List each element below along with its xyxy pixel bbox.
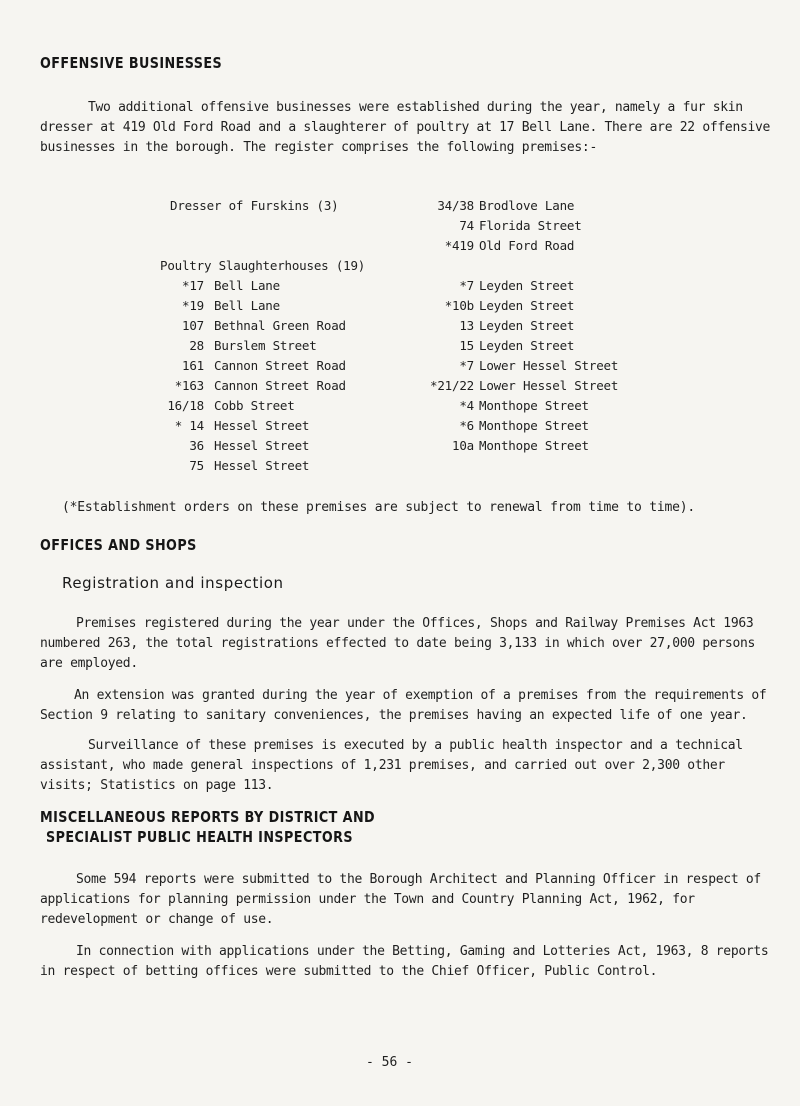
paragraph-line: redevelopment or change of use. <box>40 912 274 927</box>
paragraph-line: assistant, who made general inspections of 1,231 premises, and carried out over 2,300 other <box>40 758 725 773</box>
premises-number: *419 <box>444 238 474 253</box>
premises-street: Monthope Street <box>479 398 589 413</box>
premises-street: Leyden Street <box>479 278 575 293</box>
premises-number: * 14 <box>174 418 204 433</box>
premises-street: Monthope Street <box>479 438 589 453</box>
establishment-orders-note: (*Establishment orders on these premises are subject to renewal from time to time). <box>62 500 696 515</box>
paragraph-line: An extension was granted during the year of exemption of a premises from the requirements of <box>74 688 767 703</box>
paragraph-line: Surveillance of these premises is executed by a public health inspector and a technical <box>88 738 743 753</box>
paragraph-line: applications for planning permission under the Town and Country Planning Act, 1962, for <box>40 892 695 907</box>
premises-street: Cobb Street <box>214 398 295 413</box>
paragraph-line: are employed. <box>40 656 138 671</box>
page-number: - 56 - <box>366 1055 413 1070</box>
premises-street: Brodlove Lane <box>479 198 575 213</box>
premises-street: Burslem Street <box>214 338 317 353</box>
premises-number: 75 <box>189 458 204 473</box>
premises-street: Hessel Street <box>214 458 310 473</box>
premises-street: Lower Hessel Street <box>479 378 619 393</box>
premises-number: 16/18 <box>167 398 204 413</box>
subheading-registration-inspection: Registration and inspection <box>62 574 284 592</box>
section-heading-miscellaneous-line2: SPECIALIST PUBLIC HEALTH INSPECTORS <box>46 828 353 846</box>
offensive-intro-paragraph <box>40 98 772 158</box>
offices-surveillance-paragraph <box>40 736 772 796</box>
premises-number: *21/22 <box>430 378 474 393</box>
premises-number: 10a <box>452 438 474 453</box>
premises-number: *17 <box>182 278 204 293</box>
premises-street: Hessel Street <box>214 418 310 433</box>
group-label-furskins: Dresser of Furskins (3) <box>170 198 339 213</box>
premises-number: *7 <box>459 358 474 373</box>
premises-street: Bethnal Green Road <box>214 318 346 333</box>
premises-street: Leyden Street <box>479 298 575 313</box>
paragraph-line: businesses in the borough. The register comprises the following premises:- <box>40 140 597 155</box>
premises-street: Bell Lane <box>214 298 280 313</box>
paragraph-line: visits; Statistics on page 113. <box>40 778 274 793</box>
paragraph-line: in respect of betting offices were submitted to the Chief Officer, Public Control. <box>40 964 658 979</box>
premises-street: Old Ford Road <box>479 238 575 253</box>
paragraph-line: Section 9 relating to sanitary conveniences, the premises having an expected life of one year. <box>40 708 748 723</box>
premises-number: *4 <box>459 398 474 413</box>
premises-street: Leyden Street <box>479 338 575 353</box>
premises-street: Cannon Street Road <box>214 358 346 373</box>
premises-number: 36 <box>189 438 204 453</box>
premises-number: 13 <box>459 318 474 333</box>
misc-planning-paragraph <box>40 870 772 930</box>
group-label-poultry: Poultry Slaughterhouses (19) <box>160 258 366 273</box>
section-heading-offices-and-shops: OFFICES AND SHOPS <box>40 536 197 554</box>
premises-number: 161 <box>182 358 204 373</box>
premises-street: Cannon Street Road <box>214 378 346 393</box>
paragraph-line: Two additional offensive businesses were established during the year, namely a fur skin <box>88 100 743 115</box>
premises-number: 74 <box>459 218 474 233</box>
premises-street: Hessel Street <box>214 438 310 453</box>
premises-number: 15 <box>459 338 474 353</box>
premises-number: 28 <box>189 338 204 353</box>
paragraph-line: Premises registered during the year under the Offices, Shops and Railway Premises Act 1963 <box>76 616 754 631</box>
section-heading-offensive-businesses: OFFENSIVE BUSINESSES <box>40 54 223 72</box>
premises-number: *6 <box>459 418 474 433</box>
offices-registration-paragraph <box>40 614 772 674</box>
premises-number: 107 <box>182 318 204 333</box>
paragraph-line: In connection with applications under the Betting, Gaming and Lotteries Act, 1963, 8 reports <box>76 944 769 959</box>
premises-number: *10b <box>444 298 474 313</box>
offices-exemption-paragraph <box>40 686 772 726</box>
premises-number: 34/38 <box>437 198 474 213</box>
premises-street: Bell Lane <box>214 278 280 293</box>
paragraph-line: Some 594 reports were submitted to the Borough Architect and Planning Officer in respect of <box>76 872 761 887</box>
paragraph-line: dresser at 419 Old Ford Road and a slaughterer of poultry at 17 Bell Lane. There are 22 offensive <box>40 120 771 135</box>
premises-street: Florida Street <box>479 218 582 233</box>
premises-number: *7 <box>459 278 474 293</box>
premises-number: *19 <box>182 298 204 313</box>
premises-street: Leyden Street <box>479 318 575 333</box>
premises-number: *163 <box>174 378 204 393</box>
section-heading-miscellaneous-line1: MISCELLANEOUS REPORTS BY DISTRICT AND <box>40 808 376 826</box>
premises-street: Lower Hessel Street <box>479 358 619 373</box>
paragraph-line: numbered 263, the total registrations effected to date being 3,133 in which over 27,000 persons <box>40 636 756 651</box>
misc-betting-paragraph <box>40 942 772 982</box>
premises-street: Monthope Street <box>479 418 589 433</box>
